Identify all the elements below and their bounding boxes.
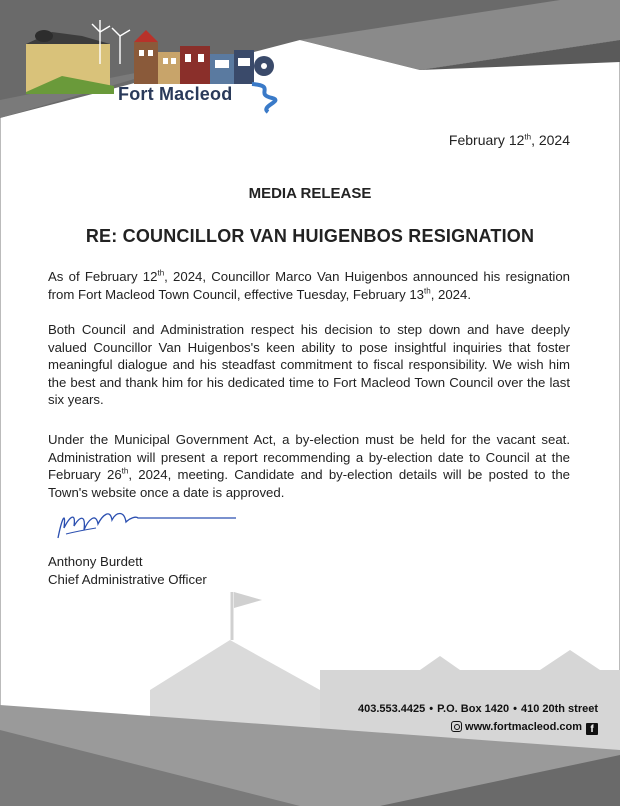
contact-line-1 [358,700,598,718]
signer-name: Anthony Burdett [48,554,143,569]
document-title: MEDIA RELEASE [248,185,372,202]
paragraph-3: Under the Municipal Government Act, a by-election must be held for the vacant seat. Administration will present a report recommending a by-election date to Council at the February 26th, 2024, meeting. Candidate and by-election details will be posted to the Town's website once a date is approved. [48,432,570,500]
footer-contact [358,700,598,736]
logo-building-1 [134,42,158,84]
signature [40,498,240,548]
paragraph-1: As of February 12th, 2024, Councillor Marco Van Huigenbos announced his resignation from Fort Macleod Town Council, effective Tuesday, February 13th, 2024. [48,268,570,302]
river-icon [252,84,275,112]
release-date: February 12th, 2024 [448,132,570,148]
footer-graphic [0,580,620,806]
website-link[interactable]: www.fortmacleod.com [465,721,582,733]
separator: • [429,703,434,715]
facebook-icon[interactable]: f [586,723,598,735]
logo-roof-1 [134,30,158,42]
contact-phone[interactable]: 403.553.4425 [357,703,426,715]
footer-flag [234,592,262,608]
logo-building-4 [210,54,234,84]
separator: • [513,703,517,715]
logo-text: Fort Macleod [118,84,233,104]
contact-line-2 [358,718,598,736]
contact-street: 410 20th street [520,703,598,715]
paragraph-2: Both Council and Administration respect his decision to step down and have deeply valued Councillor Van Huigenbos's keen ability to pose insightful inquiries that foster meaningful dialogue and his steadfast commitment to fiscal responsibility. We wish him the best and thank him for his dedicated time to Fort Macleod Town Council over the last six years. [48,322,570,407]
headline: RE: COUNCILLOR VAN HUIGENBOS RESIGNATION [85,226,535,246]
signer-role: Chief Administrative Officer [48,572,207,587]
instagram-icon[interactable] [451,721,462,732]
contact-po-box: P.O. Box 1420 [437,703,510,715]
logo-building-2 [158,52,180,84]
logo-building-3 [180,46,210,84]
logo-building-5 [234,50,254,84]
logo-bison-icon [35,30,53,42]
